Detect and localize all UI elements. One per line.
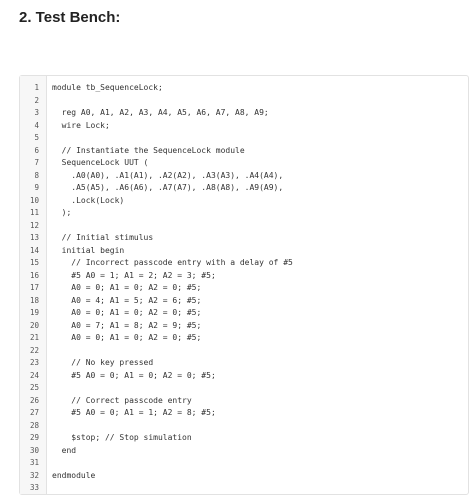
code-text: A0 = 7; A1 = 8; A2 = 9; #5; [52,320,202,330]
code-line [20,295,468,308]
code-line [20,145,468,158]
code-text: .A0(A0), .A1(A1), .A2(A2), .A3(A3), .A4(A4), [52,170,284,180]
line-number: 7 [34,158,39,167]
line-number: 30 [29,445,39,455]
code-line [20,382,468,395]
line-number: 5 [34,133,39,142]
line-number: 6 [34,145,39,155]
line-number: 13 [29,233,39,242]
line-number: 4 [34,120,39,130]
code-text: // Incorrect passcode entry with a delay of #5 [52,258,293,267]
line-number: 16 [29,270,39,280]
code-lines [20,82,468,495]
code-text: A0 = 0; A1 = 0; A2 = 0; #5; [52,283,202,292]
code-text: // Instantiate the SequenceLock module [52,145,245,155]
code-text: .A5(A5), .A6(A6), .A7(A7), .A8(A8), .A9(A9), [52,183,284,192]
line-number: 14 [29,245,39,255]
code-line [20,345,468,358]
code-line [20,257,468,270]
line-number: 24 [29,370,39,380]
code-text: reg A0, A1, A2, A3, A4, A5, A6, A7, A8, A9; [52,108,269,117]
line-number: 9 [34,183,39,192]
code-text: #5 A0 = 1; A1 = 2; A2 = 3; #5; [52,270,216,280]
code-line [20,195,468,208]
code-line [20,357,468,370]
code-text: ); [52,208,72,217]
line-number: 23 [29,358,39,367]
code-line [20,470,468,483]
code-text: A0 = 0; A1 = 0; A2 = 0; #5; [52,308,202,317]
line-number: 15 [29,258,39,267]
code-line [20,132,468,145]
code-line [20,82,468,95]
code-line [20,270,468,283]
code-line [20,332,468,345]
line-number: 8 [34,170,39,180]
code-line [20,407,468,420]
line-number: 27 [29,408,39,417]
code-block [19,75,469,495]
code-line [20,182,468,195]
code-text: end [52,445,77,455]
code-line [20,432,468,445]
code-text: A0 = 4; A1 = 5; A2 = 6; #5; [52,295,202,305]
section-heading: 2. Test Bench: [19,9,121,26]
code-line [20,420,468,433]
code-line [20,482,468,495]
code-text: initial begin [52,245,125,255]
code-line [20,207,468,220]
code-text: $stop; // Stop simulation [52,433,192,442]
code-line [20,107,468,120]
line-number: 28 [29,420,39,430]
code-line [20,157,468,170]
code-line [20,120,468,133]
code-text: #5 A0 = 0; A1 = 1; A2 = 8; #5; [52,408,216,417]
line-number: 3 [34,108,39,117]
line-number: 31 [29,458,39,467]
line-number: 1 [34,83,39,92]
code-line [20,370,468,383]
line-number: 12 [29,220,39,230]
code-line [20,457,468,470]
code-text: // No key pressed [52,358,154,367]
code-line [20,307,468,320]
code-line [20,245,468,258]
line-number: 17 [29,283,39,292]
code-line [20,395,468,408]
code-line [20,320,468,333]
code-text: #5 A0 = 0; A1 = 0; A2 = 0; #5; [52,370,216,380]
code-text: .Lock(Lock) [52,195,125,205]
line-number: 21 [29,333,39,342]
code-text: // Initial stimulus [52,233,154,242]
line-number: 25 [29,383,39,392]
code-line [20,95,468,108]
code-text: module tb_SequenceLock; [52,83,163,92]
code-text: endmodule [52,470,96,480]
line-number: 10 [29,195,39,205]
line-number: 29 [29,433,39,442]
line-number: 33 [29,483,39,492]
code-line [20,445,468,458]
code-line [20,220,468,233]
line-number: 11 [29,208,39,217]
line-number: 32 [29,470,39,480]
code-line [20,282,468,295]
line-number: 20 [29,320,39,330]
code-line [20,170,468,183]
line-number: 26 [29,395,39,405]
code-line [20,232,468,245]
code-text: // Correct passcode entry [52,395,192,405]
line-number: 19 [29,308,39,317]
code-text: SequenceLock UUT ( [52,158,149,167]
line-number: 2 [34,95,39,105]
code-text: A0 = 0; A1 = 0; A2 = 0; #5; [52,333,202,342]
line-number: 18 [29,295,39,305]
code-text: wire Lock; [52,120,110,130]
line-number: 22 [29,345,39,355]
